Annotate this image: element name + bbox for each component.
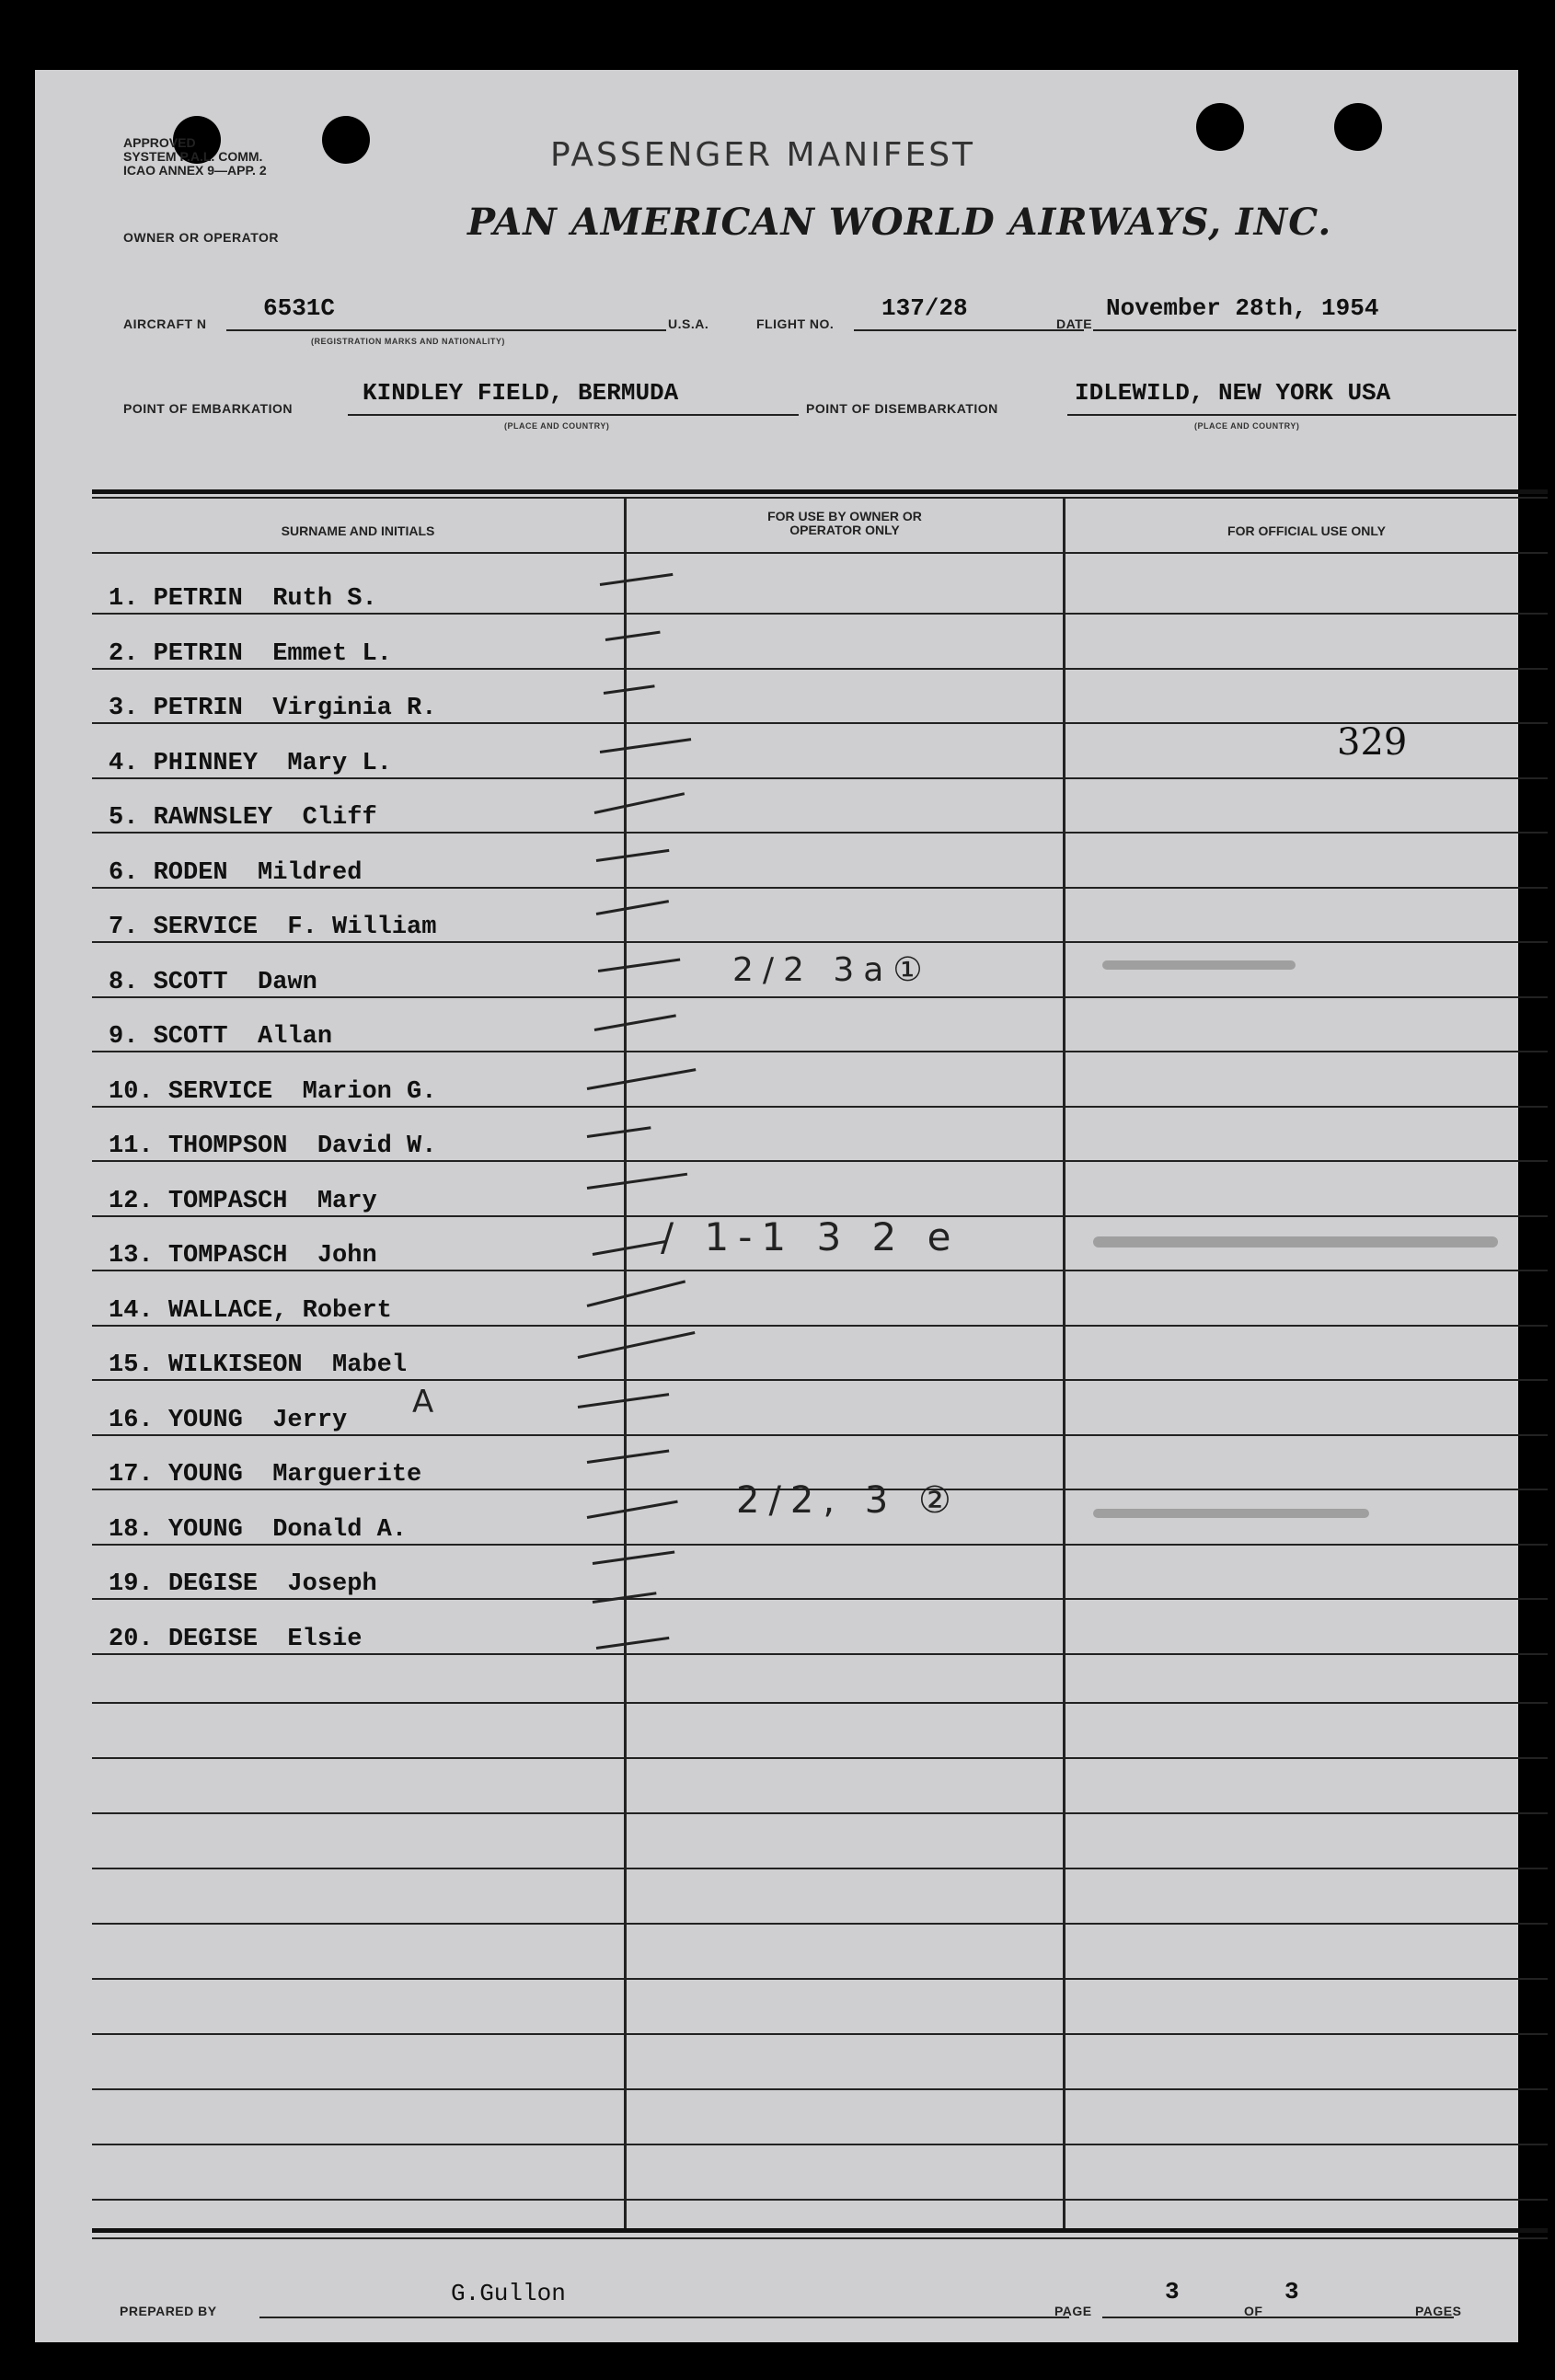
official-number-329: 329: [1337, 721, 1408, 764]
blank-row-rule: [92, 2144, 1548, 2145]
erasure-smudge: [1093, 1509, 1369, 1518]
prepared-label: PREPARED BY: [120, 2304, 217, 2318]
passenger-name: RODEN Mildred: [153, 858, 363, 887]
passenger-name: WILKISEON Mabel: [167, 1351, 408, 1379]
aircraft-label: AIRCRAFT N: [123, 316, 207, 331]
passenger-entry: [109, 1351, 407, 1379]
table-bottom-rule-thin: [92, 2237, 1548, 2239]
passenger-name: RAWNSLEY Cliff: [153, 804, 377, 832]
passenger-number: 11.: [109, 1133, 154, 1160]
passenger-entry: [109, 914, 436, 941]
page-label: PAGE: [1054, 2304, 1092, 2318]
blank-row-rule: [92, 2199, 1548, 2201]
passenger-row: [92, 996, 1548, 1051]
punch-hole: [1196, 103, 1244, 151]
passenger-entry: [109, 585, 377, 613]
disembark-value: IDLEWILD, NEW YORK USA: [1075, 379, 1391, 407]
embark-underline: [348, 414, 799, 416]
passenger-name: SERVICE Marion G.: [167, 1077, 437, 1106]
erasure-smudge: [1102, 960, 1296, 970]
punch-hole: [1334, 103, 1382, 151]
passenger-name: THOMPSON David W.: [167, 1133, 437, 1160]
blank-row-rule: [92, 1923, 1548, 1925]
passenger-name: SERVICE F. William: [153, 914, 437, 941]
passenger-number: 4.: [109, 749, 139, 777]
passenger-row: [92, 1325, 1548, 1379]
passenger-name: PETRIN Emmet L.: [153, 639, 392, 668]
prepared-underline: [259, 2317, 1069, 2318]
passenger-row: [92, 1270, 1548, 1325]
date-value: November 28th, 1954: [1106, 294, 1379, 322]
passenger-number: 3.: [109, 695, 139, 722]
embark-caption: (PLACE AND COUNTRY): [504, 421, 610, 431]
passenger-name: YOUNG Donald A.: [167, 1515, 408, 1544]
passenger-name: WALLACE, Robert: [167, 1296, 392, 1325]
of-value: 3: [1284, 2278, 1299, 2305]
passenger-entry: [109, 640, 392, 668]
flight-value: 137/28: [881, 294, 968, 322]
passenger-row: [92, 614, 1548, 668]
passenger-number: 12.: [109, 1187, 154, 1215]
passenger-entry: [109, 1626, 362, 1653]
table-bottom-rule: [92, 2228, 1548, 2233]
flight-label: FLIGHT NO.: [756, 316, 835, 331]
handwritten-row18: 2/2, 3 ②: [736, 1479, 961, 1522]
erasure-smudge: [1093, 1236, 1498, 1247]
blank-row-rule: [92, 1812, 1548, 1814]
passenger-number: 19.: [109, 1570, 154, 1598]
passenger-name: YOUNG Jerry: [167, 1406, 348, 1434]
handwritten-row8: 2/2 3a①: [732, 951, 932, 989]
passenger-number: 10.: [109, 1077, 154, 1106]
passenger-number: 8.: [109, 968, 139, 996]
passenger-number: 9.: [109, 1023, 139, 1051]
form-title: PASSENGER MANIFEST: [550, 136, 976, 174]
embark-value: KINDLEY FIELD, BERMUDA: [363, 379, 679, 407]
table-header-rule: [92, 552, 1548, 554]
table-top-rule-thin: [92, 497, 1548, 499]
passenger-number: 7.: [109, 914, 139, 941]
aircraft-value: 6531C: [263, 294, 336, 322]
punch-hole: [322, 116, 370, 164]
passenger-number: 14.: [109, 1296, 154, 1325]
passenger-number: 5.: [109, 804, 139, 832]
passenger-entry: [109, 1407, 347, 1434]
passenger-entry: [109, 750, 392, 777]
passenger-entry: [109, 1461, 421, 1489]
passenger-number: 13.: [109, 1242, 154, 1270]
blank-row-rule: [92, 2088, 1548, 2090]
passenger-number: 18.: [109, 1515, 154, 1544]
column-head-surname: SURNAME AND INITIALS: [281, 523, 435, 538]
column-head-owner-use: FOR USE BY OWNER OR OPERATOR ONLY: [767, 509, 922, 537]
passenger-row: [92, 723, 1548, 777]
passenger-name: PETRIN Virginia R.: [153, 695, 437, 722]
passenger-entry: [109, 859, 362, 887]
aircraft-underline: [226, 329, 666, 331]
approval-line: SYSTEM P.A.L. COMM.: [123, 149, 263, 164]
passenger-entry: [109, 1570, 377, 1598]
passenger-entry: [109, 1242, 377, 1270]
passenger-row: [92, 1544, 1548, 1598]
usa-label: U.S.A.: [668, 316, 709, 331]
flight-underline: [854, 329, 1084, 331]
passenger-entry: [109, 1023, 332, 1051]
passenger-row: [92, 833, 1548, 887]
passenger-name: PHINNEY Mary L.: [153, 749, 392, 777]
passenger-entry: [109, 1078, 436, 1106]
passenger-entry: [109, 1297, 392, 1325]
passenger-entry: [109, 969, 317, 996]
passenger-name: PETRIN Ruth S.: [153, 585, 377, 613]
passenger-entry: [109, 695, 436, 722]
table-top-rule: [92, 489, 1548, 494]
passenger-number: 16.: [109, 1406, 154, 1434]
page-value: 3: [1165, 2278, 1180, 2305]
disembark-label: POINT OF DISEMBARKATION: [806, 401, 998, 416]
blank-row-rule: [92, 1702, 1548, 1704]
passenger-row: [92, 1052, 1548, 1106]
passenger-row: [92, 1161, 1548, 1215]
row-rule: [92, 1653, 1548, 1655]
passenger-name: SCOTT Allan: [153, 1023, 333, 1051]
passenger-entry: [109, 804, 377, 832]
passenger-name: TOMPASCH John: [167, 1242, 377, 1270]
embark-label: POINT OF EMBARKATION: [123, 401, 293, 416]
blank-row-rule: [92, 2033, 1548, 2035]
passenger-number: 1.: [109, 585, 139, 613]
disembark-caption: (PLACE AND COUNTRY): [1194, 421, 1300, 431]
blank-row-rule: [92, 1978, 1548, 1980]
handwritten-row16: A: [412, 1384, 443, 1420]
passenger-name: DEGISE Elsie: [167, 1625, 363, 1653]
handwritten-row13: / 1-1 3 2 e: [661, 1214, 961, 1259]
passenger-row: [92, 1599, 1548, 1653]
passenger-entry: [109, 1188, 377, 1215]
prepared-value: G.Gullon: [451, 2280, 566, 2307]
passenger-name: YOUNG Marguerite: [167, 1461, 422, 1489]
manifest-sheet: [35, 70, 1518, 2342]
blank-row-rule: [92, 1757, 1548, 1759]
approval-stamp: [123, 136, 267, 178]
passenger-entry: [109, 1516, 407, 1544]
blank-row-rule: [92, 1868, 1548, 1869]
owner-label: OWNER OR OPERATOR: [123, 230, 279, 245]
passenger-name: TOMPASCH Mary: [167, 1187, 377, 1215]
passenger-row: [92, 558, 1548, 613]
company-name: PAN AMERICAN WORLD AIRWAYS, INC.: [467, 201, 1332, 244]
passenger-row: [92, 777, 1548, 832]
passenger-row: [92, 1380, 1548, 1434]
registration-caption: (REGISTRATION MARKS AND NATIONALITY): [311, 337, 505, 346]
passenger-number: 20.: [109, 1625, 154, 1653]
date-underline: [1093, 329, 1516, 331]
disembark-underline: [1067, 414, 1516, 416]
passenger-number: 15.: [109, 1351, 154, 1379]
passenger-number: 2.: [109, 639, 139, 668]
pages-label: PAGES: [1415, 2304, 1462, 2318]
passenger-name: DEGISE Joseph: [167, 1570, 377, 1598]
passenger-number: 6.: [109, 858, 139, 887]
passenger-entry: [109, 1133, 436, 1160]
passenger-row: [92, 1106, 1548, 1160]
passenger-row: [92, 668, 1548, 722]
approval-line: APPROVED: [123, 135, 196, 150]
passenger-row: [92, 887, 1548, 941]
date-label: DATE: [1056, 316, 1093, 331]
approval-line: ICAO ANNEX 9—APP. 2: [123, 163, 267, 178]
column-head-official-use: FOR OFFICIAL USE ONLY: [1227, 523, 1386, 538]
passenger-name: SCOTT Dawn: [153, 968, 317, 996]
passenger-number: 17.: [109, 1461, 154, 1489]
of-label: OF: [1244, 2304, 1263, 2318]
